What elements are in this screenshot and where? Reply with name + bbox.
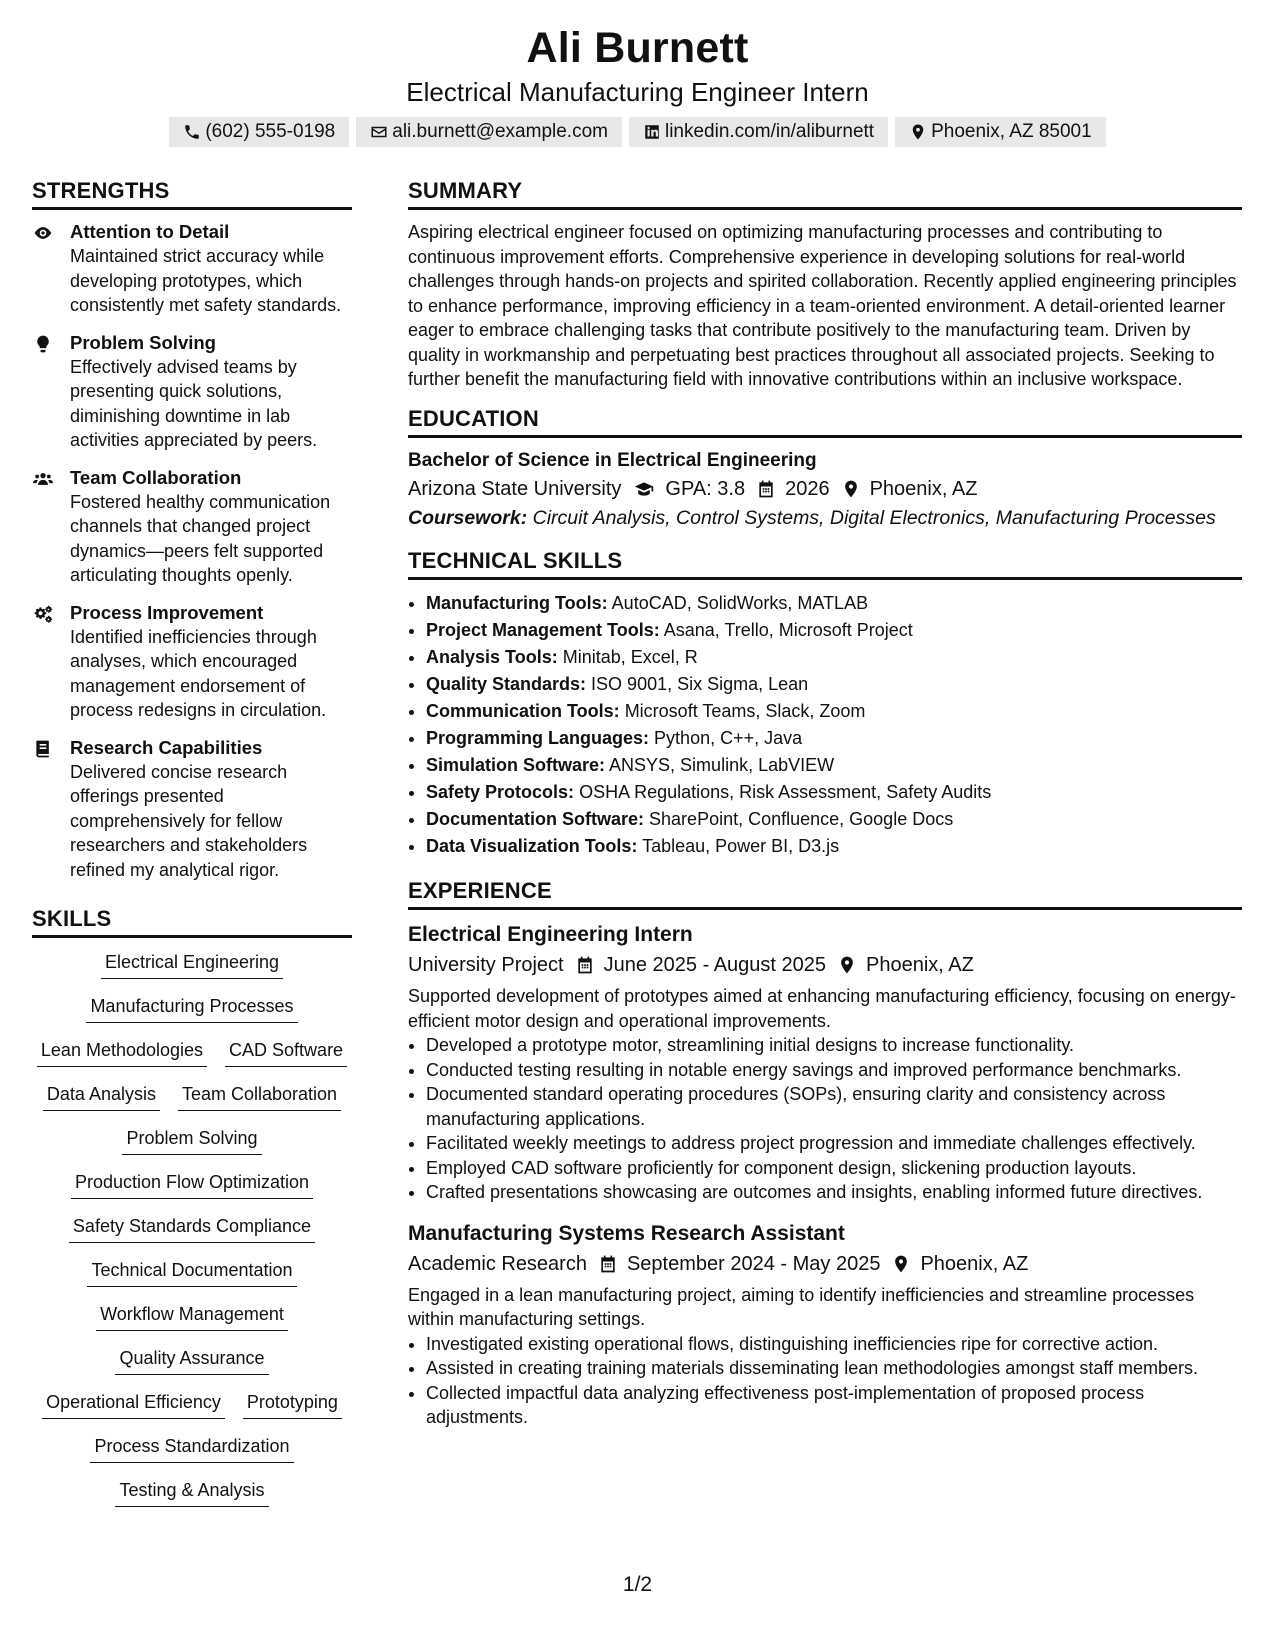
job-location: Phoenix, AZ [866, 954, 974, 976]
list-item [426, 806, 1242, 833]
list-item [426, 617, 1242, 644]
gpa-text: GPA: 3.8 [665, 477, 746, 500]
strengths-heading: STRENGTHS [32, 176, 352, 210]
eye-icon [32, 223, 54, 243]
map-pin-icon [891, 1254, 911, 1274]
map-pin-icon [841, 479, 861, 499]
job-description: Supported development of prototypes aimed at enhancing manufacturing efficiency, focusing on energy-efficient motor design and operational improvements. [408, 986, 1236, 1031]
list-item: • Facilitated weekly meetings to address project progression and immediate challenges effectively. [426, 1131, 1242, 1156]
list-item: • Developed a prototype motor, streamlining initial designs to increase functionality. [426, 1033, 1242, 1058]
skill-tag: Technical Documentation [87, 1258, 296, 1287]
strength-item [32, 331, 352, 453]
technical-skills-list [408, 590, 1242, 860]
list-item: • Assisted in creating training materials disseminating lean methodologies amongst staff members. [426, 1356, 1242, 1381]
skill-tag: Lean Methodologies [37, 1038, 207, 1067]
skill-tag: Production Flow Optimization [71, 1170, 313, 1199]
job-org: University Project [408, 954, 564, 976]
strength-desc: Effectively advised teams by presenting quick solutions, diminishing downtime in lab activities appreciated by peers. [70, 356, 318, 450]
page-number: 1/2 [622, 1573, 653, 1596]
graduation-cap-icon [632, 479, 656, 499]
map-pin-icon [837, 955, 857, 975]
tech-value: Microsoft Teams, Slack, Zoom [624, 701, 866, 721]
contact-location [895, 117, 1106, 147]
contact-phone [169, 117, 349, 147]
tech-label: Data Visualization Tools: [426, 836, 638, 856]
strength-item [32, 736, 352, 883]
strength-item [32, 601, 352, 723]
tech-value: ANSYS, Simulink, LabVIEW [609, 755, 835, 775]
tech-value: AutoCAD, SolidWorks, MATLAB [611, 593, 869, 613]
job-meta [408, 1249, 1242, 1279]
job-description: Engaged in a lean manufacturing project, aiming to identify inefficiencies and streamline processes within manufacturing settings. [408, 1284, 1195, 1329]
list-item [426, 779, 1242, 806]
skill-tag: Process Standardization [90, 1434, 293, 1463]
job-bullets [408, 1332, 1242, 1430]
skills-heading: SKILLS [32, 904, 352, 938]
strength-desc: Fostered healthy communication channels that changed project dynamics—peers felt supported articulating thoughts openly. [70, 491, 331, 585]
users-icon [32, 469, 54, 489]
tech-value: Python, C++, Java [654, 728, 803, 748]
tech-label: Manufacturing Tools: [426, 593, 608, 613]
tech-label: Quality Standards: [426, 674, 587, 694]
skill-tag: Data Analysis [43, 1082, 160, 1111]
skill-tag: Quality Assurance [115, 1346, 268, 1375]
tech-label: Programming Languages: [426, 728, 650, 748]
list-item: • Collected impactful data analyzing effectiveness post-implementation of proposed process adjustments. [426, 1381, 1242, 1430]
experience-entry [408, 920, 1242, 1205]
lightbulb-icon [32, 334, 54, 354]
skill-tag: Team Collaboration [178, 1082, 341, 1111]
school-location: Phoenix, AZ [869, 477, 978, 500]
strength-title: Attention to Detail [70, 221, 230, 242]
job-bullets [408, 1033, 1242, 1205]
candidate-title: Electrical Manufacturing Engineer Intern [406, 77, 869, 107]
skill-tag: Testing & Analysis [115, 1478, 268, 1507]
strength-desc: Delivered concise research offerings presented comprehensively for fellow researchers and stakeholders refined my analytical rigor. [70, 761, 308, 880]
coursework-label: Coursework: [408, 506, 528, 529]
skill-tag: Prototyping [243, 1390, 342, 1419]
map-pin-icon [909, 123, 927, 141]
tech-label: Simulation Software: [426, 755, 606, 775]
list-item: • Conducted testing resulting in notable energy savings and improved performance benchmarks. [426, 1058, 1242, 1083]
tech-value: ISO 9001, Six Sigma, Lean [591, 674, 809, 694]
email-text: ali.burnett@example.com [392, 121, 608, 142]
candidate-name: Ali Burnett [526, 24, 749, 72]
book-icon [32, 739, 54, 759]
list-item [426, 590, 1242, 617]
skill-tag: Manufacturing Processes [86, 994, 297, 1023]
linkedin-icon [643, 123, 661, 141]
school-name: Arizona State University [408, 477, 622, 500]
list-item [426, 698, 1242, 725]
list-item: • Investigated existing operational flows, distinguishing inefficiencies ripe for corrective action. [426, 1332, 1242, 1357]
list-item [426, 671, 1242, 698]
calendar-icon [598, 1254, 618, 1274]
left-column [32, 176, 352, 1522]
strength-title: Process Improvement [70, 601, 264, 623]
strength-title: Research Capabilities [70, 736, 263, 758]
skill-tag: Workflow Management [96, 1302, 288, 1331]
list-item [426, 752, 1242, 779]
tech-value: OSHA Regulations, Risk Assessment, Safety Audits [579, 782, 992, 802]
phone-text: (602) 555-0198 [205, 121, 336, 142]
skills-list [32, 950, 352, 1522]
phone-icon [183, 123, 201, 141]
strength-item [32, 466, 352, 588]
strength-title: Problem Solving [70, 331, 216, 353]
graduation-year: 2026 [785, 477, 830, 500]
technical-skills-heading: TECHNICAL SKILLS [408, 546, 1242, 580]
job-org: Academic Research [408, 1252, 587, 1275]
list-item: • Crafted presentations showcasing are outcomes and insights, enabling informed future directives. [426, 1180, 1242, 1205]
summary-heading: SUMMARY [408, 176, 1242, 210]
contact-bar [0, 117, 1275, 147]
location-text: Phoenix, AZ 85001 [931, 121, 1092, 142]
list-item [426, 725, 1242, 752]
tech-value: Minitab, Excel, R [562, 647, 698, 667]
list-item: • Documented standard operating procedures (SOPs), ensuring clarity and consistency across manufacturing applications. [426, 1082, 1242, 1131]
skill-tag: CAD Software [225, 1038, 347, 1067]
tech-value: Asana, Trello, Microsoft Project [663, 620, 913, 640]
tech-value: SharePoint, Confluence, Google Docs [649, 809, 954, 829]
contact-email[interactable] [356, 117, 622, 147]
contact-linkedin[interactable] [629, 117, 888, 147]
strength-desc: Maintained strict accuracy while developing prototypes, which consistently met safety standards. [70, 246, 342, 315]
summary-text: Aspiring electrical engineer focused on optimizing manufacturing processes and contributing to continuous improvement efforts. Comprehensive experience in developing solutions for real-world challenges through hands-on projects and spirited collaboration. Recently applied engineering principles to enhance performance, improving efficiency in a team-oriented environment. A detail-oriented learner eager to embrace challenging tasks that contribute positively to the manufacturing team. Driven by quality in workmanship and perpetuating best practices throughout all associated projects. Seeking to further benefit the manufacturing field with innovative contributions within an inclusive workspace. [408, 222, 1237, 389]
job-title: Electrical Engineering Intern [408, 923, 693, 946]
calendar-icon [756, 479, 776, 499]
job-dates: September 2024 - May 2025 [626, 1252, 881, 1275]
education-meta [408, 474, 1242, 504]
strength-desc: Identified inefficiencies through analyses, which encouraged management endorsement of process redesigns in circulation. [70, 626, 327, 720]
right-column [408, 176, 1242, 1444]
job-meta [408, 950, 1242, 980]
job-location: Phoenix, AZ [920, 1252, 1029, 1275]
experience-heading: EXPERIENCE [408, 876, 1242, 910]
resume-header [0, 22, 1275, 147]
experience-entry [408, 1219, 1242, 1430]
degree-title: Bachelor of Science in Electrical Engineering [408, 449, 817, 471]
tech-label: Analysis Tools: [426, 647, 558, 667]
skill-tag: Electrical Engineering [101, 950, 283, 979]
coursework-list: Circuit Analysis, Control Systems, Digital Electronics, Manufacturing Processes [532, 506, 1216, 529]
strength-item [32, 220, 352, 318]
tech-label: Communication Tools: [426, 701, 620, 721]
skill-tag: Operational Efficiency [42, 1390, 225, 1419]
list-item [426, 833, 1242, 860]
envelope-icon [370, 123, 388, 141]
gears-icon [32, 604, 54, 624]
list-item: • Employed CAD software proficiently for component design, slickening production layouts. [426, 1156, 1242, 1181]
tech-value: Tableau, Power BI, D3.js [642, 836, 840, 856]
skill-tag: Problem Solving [122, 1126, 261, 1155]
calendar-icon [575, 955, 595, 975]
job-dates: June 2025 - August 2025 [603, 954, 827, 976]
job-title: Manufacturing Systems Research Assistant [408, 1221, 845, 1245]
coursework [408, 506, 1242, 531]
list-item [426, 644, 1242, 671]
strength-title: Team Collaboration [70, 466, 242, 488]
linkedin-text: linkedin.com/in/aliburnett [664, 121, 875, 142]
tech-label: Safety Protocols: [426, 782, 575, 802]
education-heading: EDUCATION [408, 404, 1242, 438]
skill-tag: Safety Standards Compliance [69, 1214, 315, 1243]
tech-label: Documentation Software: [426, 809, 645, 829]
tech-label: Project Management Tools: [426, 620, 660, 640]
